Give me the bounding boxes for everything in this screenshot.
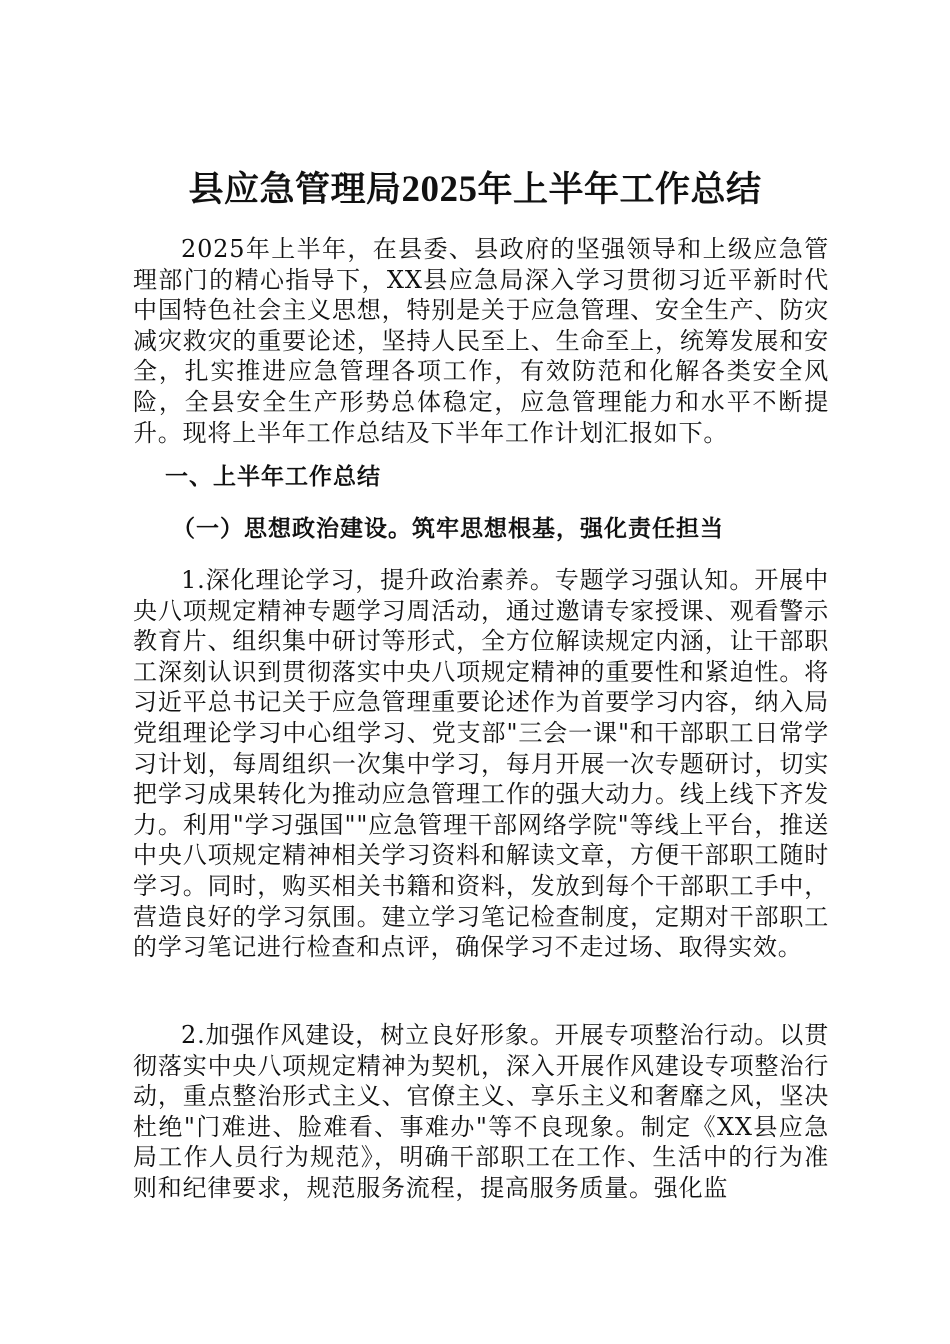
intro-paragraph: 2025年上半年，在县委、县政府的坚强领导和上级应急管理部门的精心指导下，XX县应急局深入学习贯彻习近平新时代中国特色社会主义思想，特别是关于应急管理、安全生产、防灾减灾救灾的重要论述，坚持人民至上、生命至上，统筹发展和安全，扎实推进应急管理各项工作，有效防范和化解各类安全风险，全县安全生产形势总体稳定，应急管理能力和水平不断提升。现将上半年工作总结及下半年工作计划汇报如下。 bbox=[133, 235, 829, 447]
document-title bbox=[0, 166, 950, 214]
subsection-heading: （一）思想政治建设。筑牢思想根基，强化责任担当 bbox=[172, 516, 724, 542]
section-heading: 一、上半年工作总结 bbox=[165, 464, 381, 490]
title-prefix: 县应急管理局 bbox=[188, 169, 402, 210]
item-1-paragraph: 1.深化理论学习，提升政治素养。专题学习强认知。开展中央八项规定精神专题学习周活动，通过邀请专家授课、观看警示教育片、组织集中研讨等形式，全方位解读规定内涵，让干部职工深刻认识到贯彻落实中央八项规定精神的重要性和紧迫性。将习近平总书记关于应急管理重要论述作为首要学习内容，纳入局党组理论学习中心组学习、党支部"三会一课"和干部职工日常学习计划，每周组织一次集中学习，每月开展一次专题研讨，切实把学习成果转化为推动应急管理工作的强大动力。线上线下齐发力。利用"学习强国""应急管理干部网络学院"等线上平台，推送中央八项规定精神相关学习资料和解读文章，方便干部职工随时学习。同时，购买相关书籍和资料，发放到每个干部职工手中，营造良好的学习氛围。建立学习笔记检查制度，定期对干部职工的学习笔记进行检查和点评，确保学习不走过场、取得实效。 bbox=[133, 566, 829, 962]
item-2-paragraph: 2.加强作风建设，树立良好形象。开展专项整治行动。以贯彻落实中央八项规定精神为契机，深入开展作风建设专项整治行动，重点整治形式主义、官僚主义、享乐主义和奢靡之风，坚决杜绝"门难进、脸难看、事难办"等不良现象。制定《XX县应急局工作人员行为规范》，明确干部职工在工作、生活中的行为准则和纪律要求，规范服务流程，提高服务质量。强化监 bbox=[133, 1021, 829, 1202]
title-year: 2025 bbox=[401, 169, 478, 210]
title-suffix: 年上半年工作总结 bbox=[477, 169, 762, 210]
